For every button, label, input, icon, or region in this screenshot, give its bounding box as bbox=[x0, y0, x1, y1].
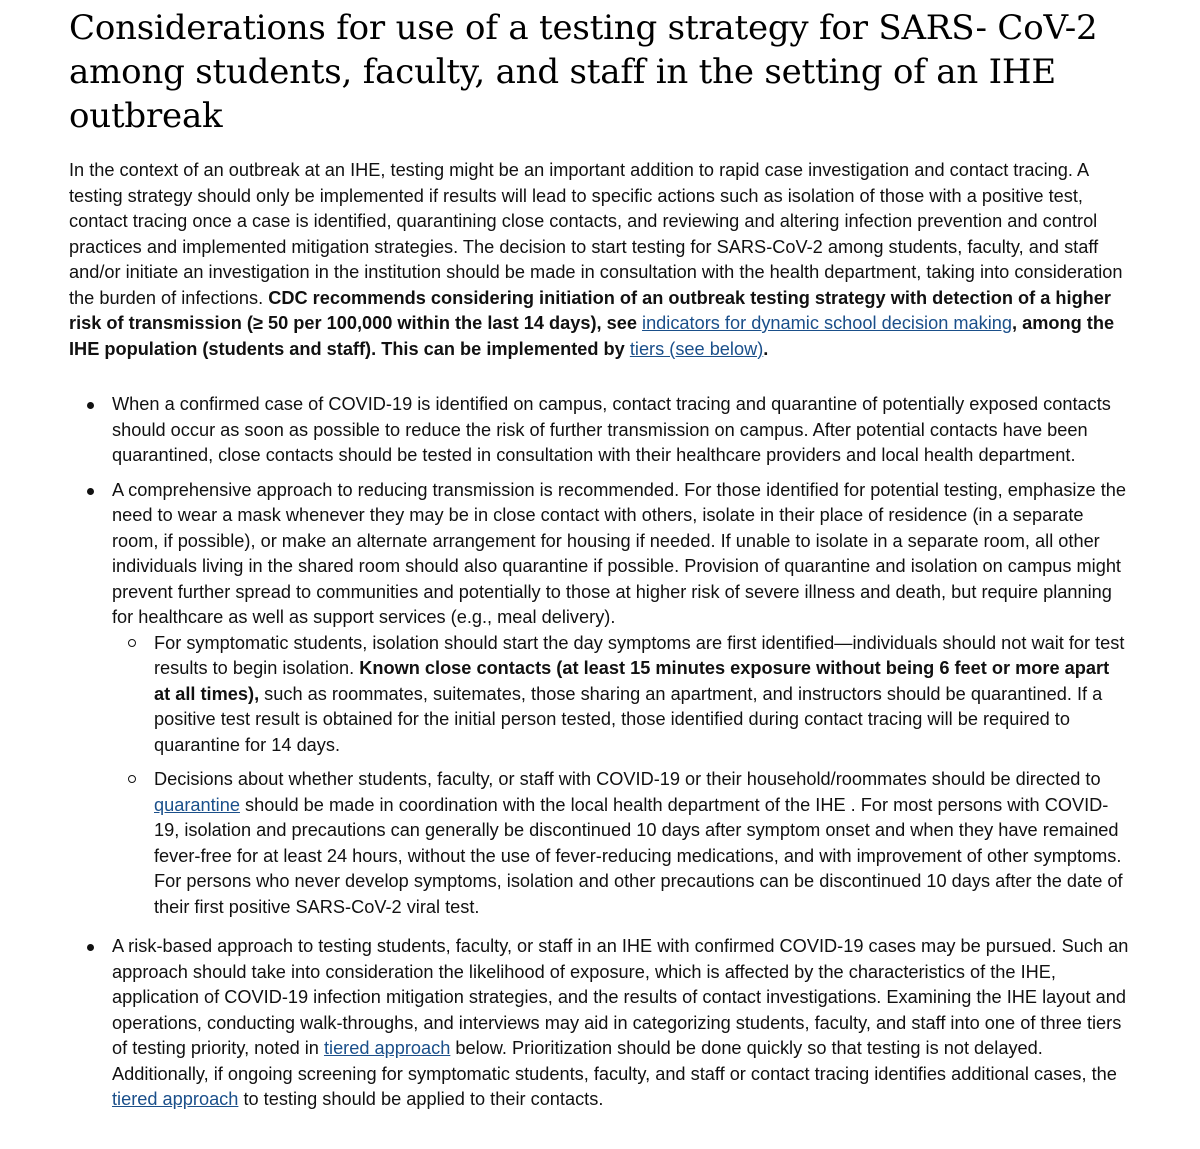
bullet-list bbox=[69, 392, 1129, 1113]
intro-bold-period: . bbox=[763, 338, 769, 359]
bullet-text: A risk-based approach to testing students, faculty, or staff in an IHE with confirmed COVID-19 cases may be pursued. Such an approach should take into consideration the likelihood of exposure, which is affected by the characteristics of the IHE, application of COVID-19 infection mitigation strategies, and the results of contact investigations. Examining the IHE layout and operations, conducting walk-throughs, and interviews may aid in categorizing students, faculty, and staff into one of three tiers of testing priority, noted in bbox=[112, 936, 1129, 1058]
sub-bullet-text: such as roommates, suitemates, those sharing an apartment, and instructors should be quarantined. If a positive test result is obtained for the initial person tested, those identified during contact tracing will be required to quarantine for 14 days. bbox=[154, 683, 1103, 755]
bullet-text: below. Prioritization should be done quickly so that testing is not delayed. Additionally, if ongoing screening for symptomatic students, faculty, and staff or contact tracing identifies additional cases, the bbox=[112, 1038, 1117, 1084]
bullet-circle-icon bbox=[128, 775, 136, 783]
list-item bbox=[112, 392, 1129, 469]
bullet-text: A comprehensive approach to reducing transmission is recommended. For those identified for potential testing, emphasize the need to wear a mask whenever they may be in close contact with others, isolate in their place of residence (in a separate room, if possible), or make an alternate arrangement for housing if needed. If unable to isolate in a separate room, all other individuals living in the shared room should also quarantine if possible. Provision of quarantine and isolation on campus might prevent further spread to communities and potentially to those at higher risk of severe illness and death, but require planning for healthcare as well as support services (e.g., meal delivery). bbox=[112, 479, 1126, 627]
tiered-approach-link[interactable]: tiered approach bbox=[323, 1038, 451, 1058]
tiered-approach-link[interactable]: tiered approach bbox=[112, 1089, 239, 1109]
list-item bbox=[112, 934, 1129, 1113]
list-item bbox=[112, 478, 1129, 921]
bullet-circle-icon bbox=[128, 639, 136, 647]
sub-bullet-bold: Known close contacts (at least 15 minutes exposure without being 6 feet or more apart at all times), bbox=[154, 658, 1110, 704]
intro-text: In the context of an outbreak at an IHE, testing might be an important addition to rapid case investigation and contact tracing. A testing strategy should only be implemented if results will lead to specific actions such as isolation of those with a positive test, contact tracing once a case is identified, quarantining close contacts, and reviewing and altering infection prevention and control practices and implemented mitigation strategies. The decision to start testing for SARS-CoV-2 among students, faculty, and staff and/or initiate an investigation in the institution should be made in consultation with the health department, taking into consideration the burden of infections. bbox=[69, 160, 1123, 308]
quarantine-link[interactable]: quarantine bbox=[154, 794, 240, 815]
intro-bold-population: , among the IHE population (students and staff). This can be implemented by bbox=[69, 313, 1115, 359]
bullet-text: to testing should be applied to their contacts. bbox=[238, 1089, 604, 1109]
sub-bullet-text: For symptomatic students, isolation should start the day symptoms are first identified—individuals should not wait for test results to begin isolation. bbox=[154, 632, 1125, 678]
sub-list-item bbox=[154, 631, 1129, 759]
intro-bold-recommendation: CDC recommends considering initiation of an outbreak testing strategy with detection of a higher risk of transmission (≥ 50 per 100,000 within the last 14 days), see bbox=[69, 287, 1111, 333]
bullet-dot-icon bbox=[87, 944, 94, 951]
page-title: Considerations for use of a testing strategy for SARS- CoV-2 among students, faculty, and staff in the setting of an IHE outbreak bbox=[69, 8, 1098, 136]
sub-bullet-text: should be made in coordination with the local health department of the IHE . For most persons with COVID-19, isolation and precautions can generally be discontinued 10 days after symptom onset and when they have remained fever-free for at least 24 hours, without the use of fever-reducing medications, and with improvement of other symptoms. For persons who never develop symptoms, isolation and other precautions can be discontinued 10 days after the date of their first positive SARS-CoV-2 viral test. bbox=[154, 794, 1123, 917]
document-page bbox=[69, 0, 1129, 1122]
sub-bullet-list bbox=[112, 631, 1129, 921]
sub-bullet-text: Decisions about whether students, faculty, or staff with COVID-19 or their household/roommates should be directed to bbox=[154, 769, 1101, 789]
bullet-dot-icon bbox=[87, 488, 94, 495]
sub-list-item bbox=[154, 767, 1129, 920]
indicators-link[interactable]: indicators for dynamic school decision making bbox=[642, 313, 1013, 333]
bullet-text: When a confirmed case of COVID-19 is identified on campus, contact tracing and quarantine of potentially exposed contacts should occur as soon as possible to reduce the risk of further transmission on campus. After potential contacts have been quarantined, close contacts should be tested in consultation with their healthcare providers and local health department. bbox=[112, 394, 1111, 465]
intro-paragraph bbox=[69, 158, 1129, 362]
tiers-link[interactable]: tiers (see below) bbox=[629, 338, 764, 359]
bullet-dot-icon bbox=[87, 402, 94, 409]
